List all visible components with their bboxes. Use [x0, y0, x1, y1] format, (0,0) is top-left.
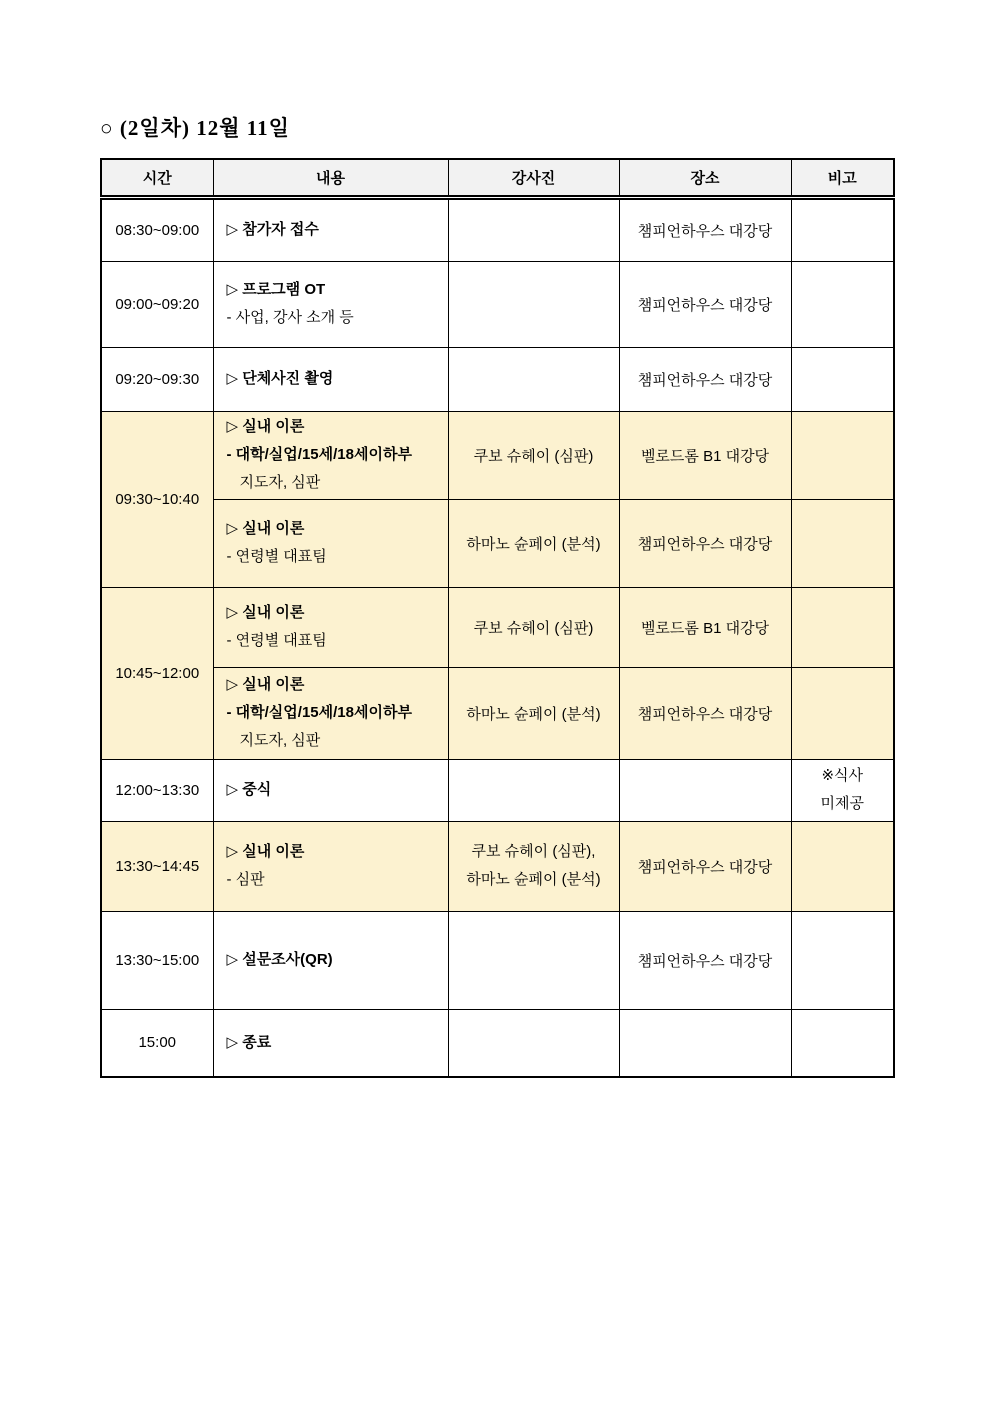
instructor-cell: [448, 821, 619, 911]
content-line: - 연령별 대표팀: [226, 632, 327, 649]
note-cell: [791, 347, 894, 411]
time-cell: 09:30~10:40: [101, 411, 213, 587]
content-cell: [213, 1009, 448, 1077]
instructor-cell: 쿠보 슈헤이 (심판): [448, 587, 619, 667]
note-cell: [791, 759, 894, 821]
content-line: ▷ 실내 이론: [226, 604, 305, 621]
note-cell: [791, 261, 894, 347]
table-row: [101, 667, 894, 759]
content-cell: [213, 261, 448, 347]
content-line: - 사업, 강사 소개 등: [226, 309, 354, 326]
time-cell: 10:45~12:00: [101, 587, 213, 759]
note-cell: [791, 667, 894, 759]
place-cell: 벨로드롬 B1 대강당: [619, 587, 791, 667]
instructor-cell: 하마노 슌페이 (분석): [448, 667, 619, 759]
time-cell: 13:30~15:00: [101, 911, 213, 1009]
content-line: ▷ 실내 이론: [226, 418, 305, 435]
time-cell: 15:00: [101, 1009, 213, 1077]
note-cell: [791, 499, 894, 587]
content-cell: [213, 911, 448, 1009]
place-cell: 챔피언하우스 대강당: [619, 197, 791, 261]
content-line: ▷ 실내 이론: [226, 843, 305, 860]
table-row: [101, 197, 894, 261]
table-header: [101, 159, 894, 197]
instructor-cell: [448, 1009, 619, 1077]
place-cell: 챔피언하우스 대강당: [619, 261, 791, 347]
place-cell: 챔피언하우스 대강당: [619, 347, 791, 411]
table-row: [101, 347, 894, 411]
place-cell: [619, 1009, 791, 1077]
place-cell: [619, 759, 791, 821]
table-row: [101, 821, 894, 911]
instructor-cell: [448, 911, 619, 1009]
table-row: [101, 587, 894, 667]
table-row: [101, 499, 894, 587]
place-cell: 챔피언하우스 대강당: [619, 499, 791, 587]
instructor-cell: [448, 759, 619, 821]
time-cell: 09:00~09:20: [101, 261, 213, 347]
content-line: ▷ 실내 이론: [226, 676, 305, 693]
col-header-instructor: 강사진: [448, 159, 619, 197]
note-cell: [791, 197, 894, 261]
content-line: ▷ 중식: [226, 781, 272, 798]
col-header-time: 시간: [101, 159, 213, 197]
table-row: [101, 759, 894, 821]
content-cell: [213, 197, 448, 261]
content-line: ▷ 종료: [226, 1033, 272, 1051]
instructor-cell: 하마노 슌페이 (분석): [448, 499, 619, 587]
instructor-cell: 쿠보 슈헤이 (심판): [448, 411, 619, 499]
table-row: [101, 261, 894, 347]
col-header-place: 장소: [619, 159, 791, 197]
time-cell: 13:30~14:45: [101, 821, 213, 911]
place-cell: 챔피언하우스 대강당: [619, 821, 791, 911]
col-header-note: 비고: [791, 159, 894, 197]
content-line: ▷ 실내 이론: [226, 520, 305, 537]
content-line: ▷ 프로그램 OT: [226, 281, 326, 298]
table-row: [101, 1009, 894, 1077]
col-header-content: 내용: [213, 159, 448, 197]
content-cell: [213, 587, 448, 667]
table-row: [101, 911, 894, 1009]
content-cell: [213, 667, 448, 759]
content-line: 지도자, 심판: [239, 732, 321, 749]
instructor-line: 하마노 슌페이 (분석): [466, 871, 601, 888]
note-cell: [791, 911, 894, 1009]
content-line: 지도자, 심판: [239, 474, 321, 491]
content-line: ▷ 단체사진 촬영: [226, 370, 334, 387]
content-line: ▷ 참가자 접수: [226, 221, 319, 238]
schedule-table: [100, 158, 895, 1078]
instructor-cell: [448, 261, 619, 347]
place-cell: 챔피언하우스 대강당: [619, 911, 791, 1009]
header-row: [101, 159, 894, 197]
note-cell: [791, 411, 894, 499]
content-line: - 연령별 대표팀: [226, 548, 327, 565]
time-cell: 12:00~13:30: [101, 759, 213, 821]
place-cell: 벨로드롬 B1 대강당: [619, 411, 791, 499]
content-cell: [213, 347, 448, 411]
note-cell: [791, 821, 894, 911]
content-line: - 대학/실업/15세/18세이하부: [226, 704, 412, 721]
content-cell: [213, 499, 448, 587]
table-row: [101, 411, 894, 499]
content-cell: [213, 411, 448, 499]
content-cell: [213, 759, 448, 821]
note-line: 미제공: [820, 795, 864, 812]
page-title: ○ (2일차) 12월 11일: [100, 116, 290, 140]
content-line: ▷ 설문조사(QR): [226, 951, 333, 968]
note-cell: [791, 587, 894, 667]
instructor-line: 쿠보 슈헤이 (심판),: [471, 843, 596, 860]
time-cell: 09:20~09:30: [101, 347, 213, 411]
instructor-cell: [448, 347, 619, 411]
place-cell: 챔피언하우스 대강당: [619, 667, 791, 759]
content-line: - 대학/실업/15세/18세이하부: [226, 446, 412, 463]
instructor-cell: [448, 197, 619, 261]
content-line: - 심판: [226, 871, 265, 888]
note-cell: [791, 1009, 894, 1077]
time-cell: 08:30~09:00: [101, 197, 213, 261]
content-cell: [213, 821, 448, 911]
note-line: ※식사: [821, 767, 864, 784]
